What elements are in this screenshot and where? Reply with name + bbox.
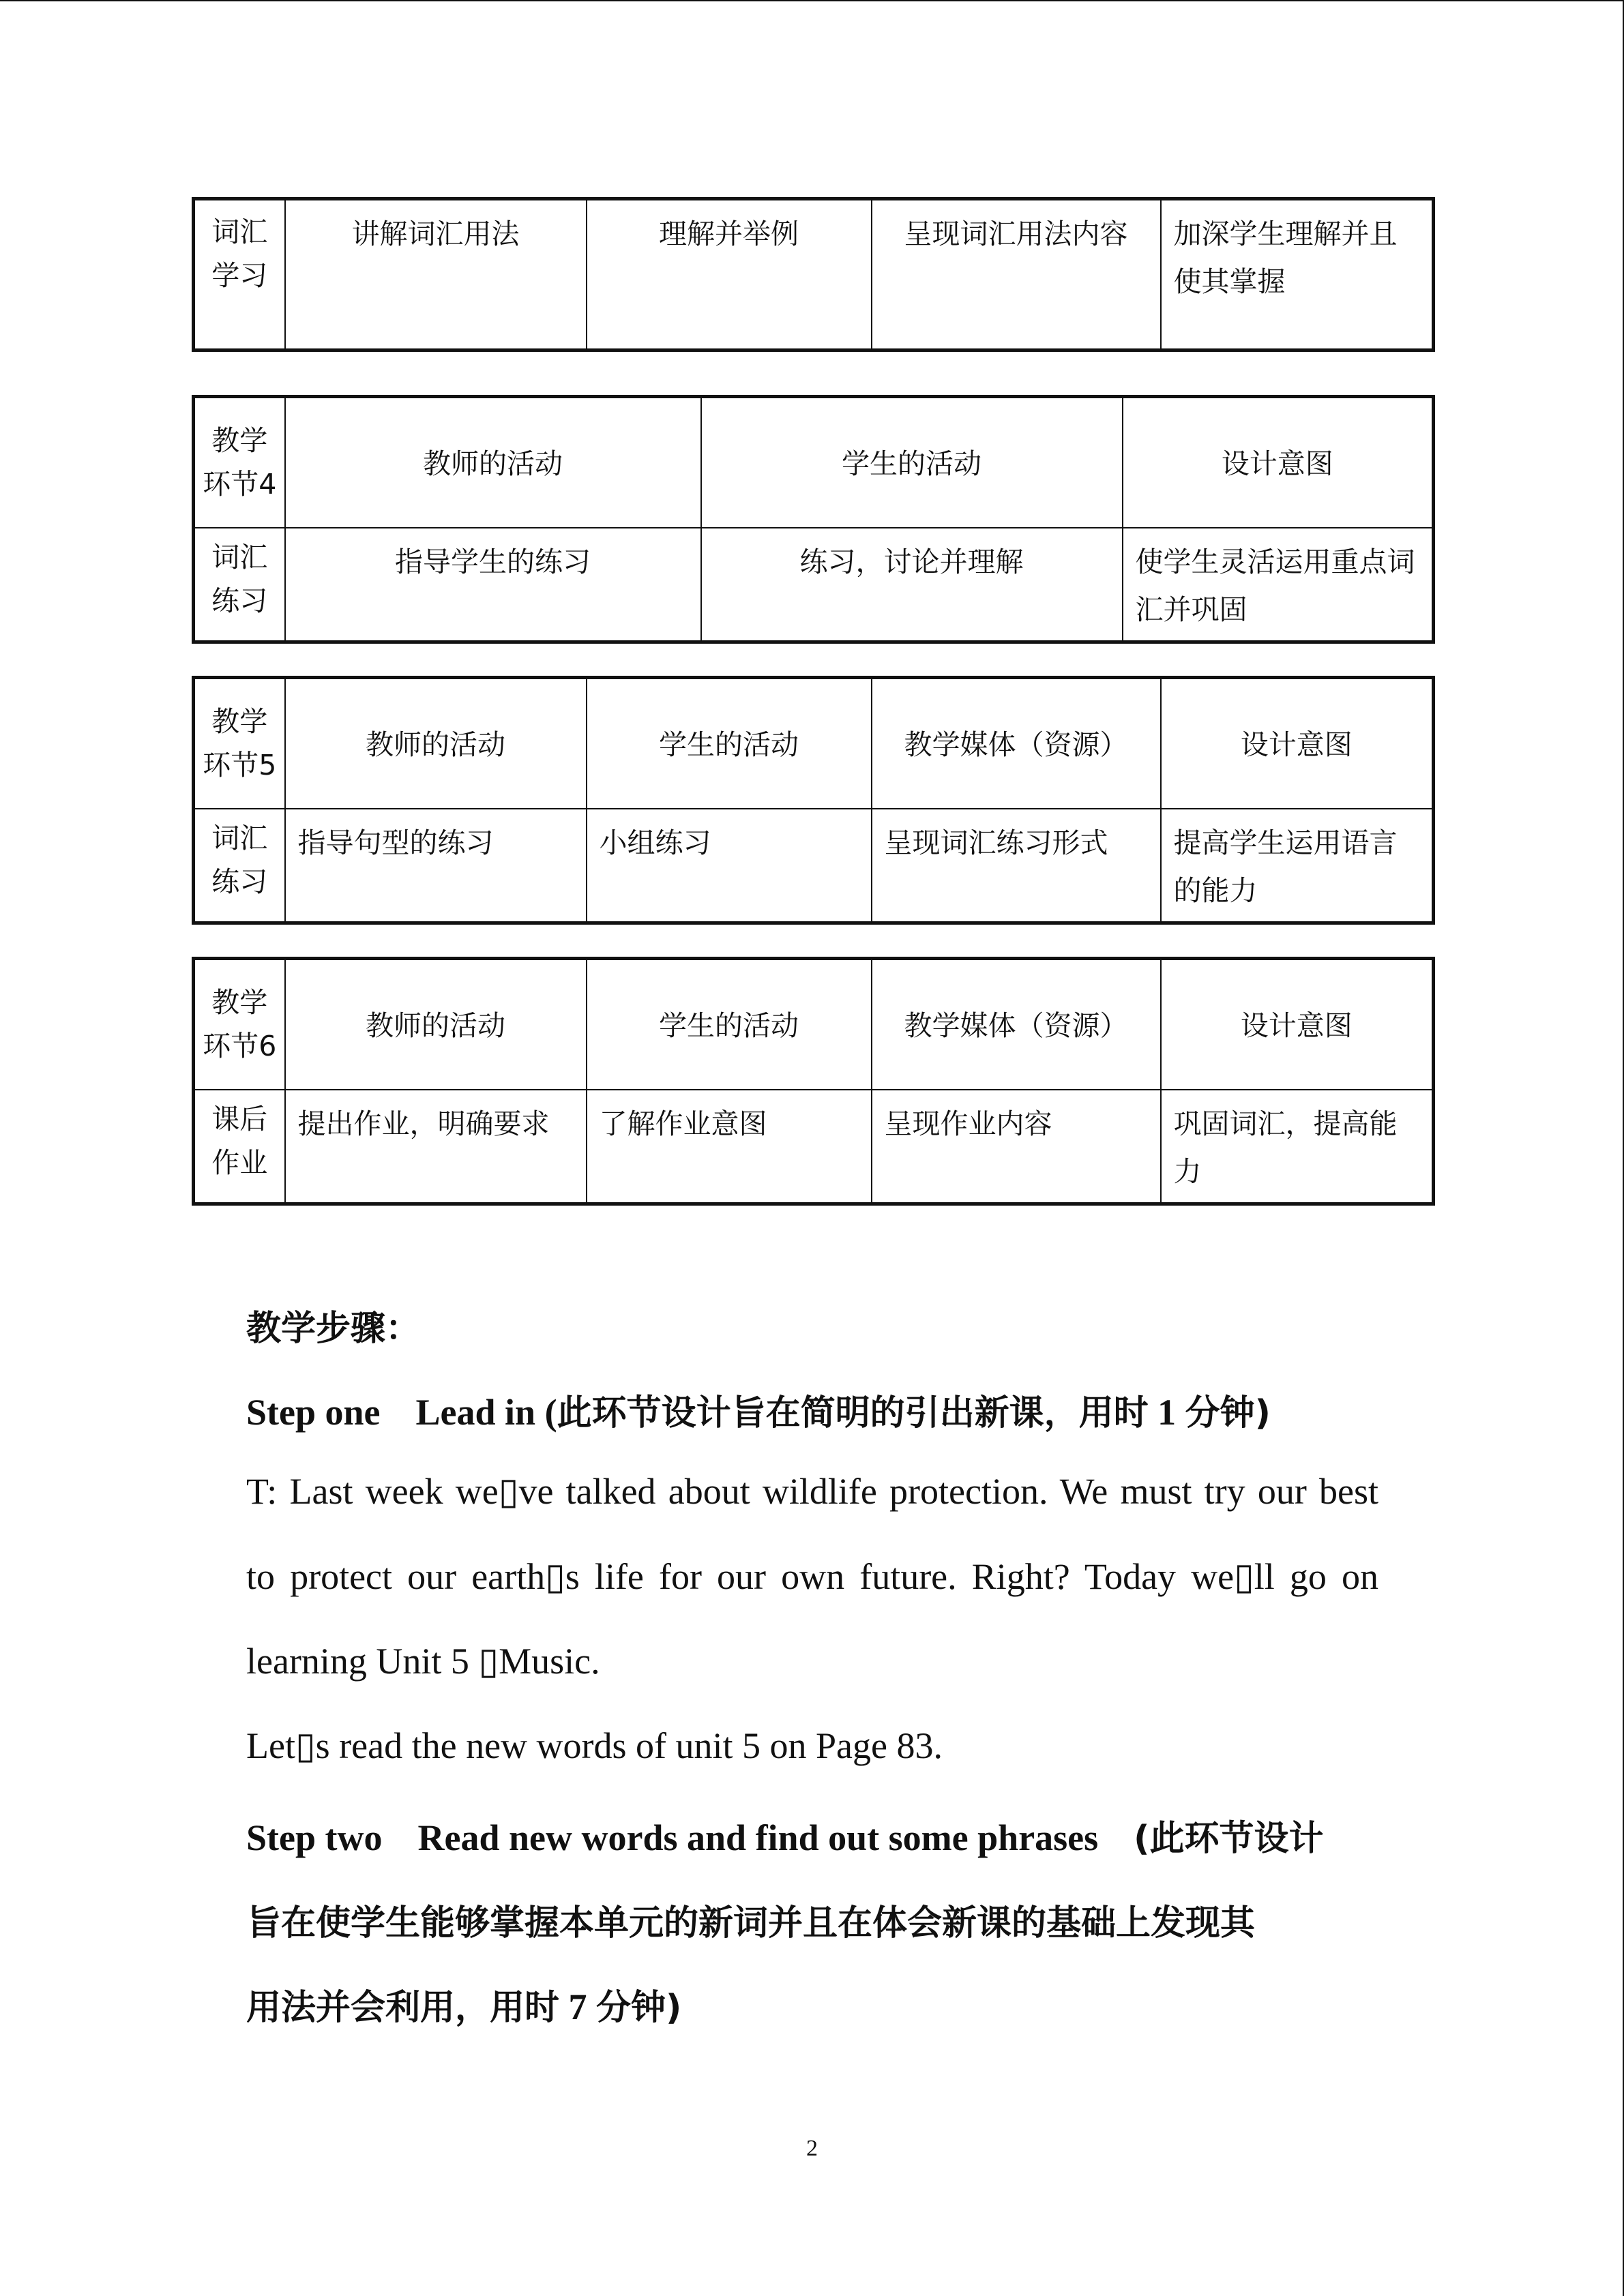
design-intent-cell: 加深学生理解并且使其掌握 — [1161, 199, 1434, 351]
section-header-text: 教学环节4 — [203, 424, 277, 501]
paragraph-1-line-2: to protect our earth▯s life for our own future. Right? Today we▯ll go on — [246, 1556, 1378, 1597]
student-activity-cell: 理解并举例 — [587, 199, 872, 351]
student-header-cell: 学生的活动 — [701, 397, 1123, 528]
media-header-cell: 教学媒体（资源） — [872, 959, 1161, 1090]
step-one-unit: 分钟) — [1185, 1393, 1271, 1433]
step-two-note-a: (此环节设计 — [1134, 1819, 1324, 1859]
intent-header-cell: 设计意图 — [1161, 959, 1434, 1090]
design-intent-cell: 巩固词汇，提高能力 — [1161, 1090, 1434, 1204]
step-one-minutes: 1 — [1148, 1392, 1185, 1433]
student-header-cell: 学生的活动 — [587, 959, 872, 1090]
teacher-activity-cell: 提出作业，明确要求 — [285, 1090, 587, 1204]
section-header-text: 教学环节6 — [203, 986, 277, 1063]
table-stage-6 — [192, 957, 1435, 1206]
section-cell: 词汇学习 — [194, 199, 285, 351]
step-two-note-c: 用法并会利用，用时 — [246, 1988, 560, 2028]
section-cell: 课后作业 — [194, 1090, 285, 1204]
step-two-subtitle: Read new words and find out some phrases — [417, 1817, 1099, 1858]
teacher-activity-cell: 指导句型的练习 — [285, 809, 587, 923]
page-number: 2 — [806, 2136, 818, 2161]
steps-heading: 教学步骤： — [246, 1309, 421, 1349]
step-two-unit: 分钟) — [596, 1988, 682, 2028]
step-two-title: Step two — [246, 1817, 383, 1858]
student-header-cell: 学生的活动 — [587, 678, 872, 809]
teacher-header-cell: 教师的活动 — [285, 678, 587, 809]
step-one-subtitle: Lead in ( — [415, 1392, 557, 1433]
table-stage-5 — [192, 676, 1435, 925]
intent-header-cell: 设计意图 — [1161, 678, 1434, 809]
step-one-note: 此环节设计旨在简明的引出新课，用时 — [557, 1393, 1149, 1433]
page-border-top — [0, 0, 1624, 1]
teacher-activity-cell: 讲解词汇用法 — [285, 199, 587, 351]
media-cell: 呈现作业内容 — [872, 1090, 1161, 1204]
teacher-header-cell: 教师的活动 — [285, 397, 701, 528]
media-header-cell: 教学媒体（资源） — [872, 678, 1161, 809]
step-two-note-b: 旨在使学生能够掌握本单元的新词并且在体会新课的基础上发现其 — [246, 1903, 1256, 1943]
section-header-cell — [194, 397, 285, 528]
step-one-heading — [246, 1384, 1271, 1435]
paragraph-1-line-1: T: Last week we▯ve talked about wildlife protection. We must try our best — [246, 1471, 1378, 1512]
table-stage-4 — [192, 395, 1435, 644]
step-two-note-c-line — [246, 1979, 681, 2029]
media-cell: 呈现词汇用法内容 — [872, 199, 1161, 351]
teacher-activity-cell: 指导学生的练习 — [285, 528, 701, 642]
step-two-heading — [246, 1810, 1323, 1860]
design-intent-cell: 使学生灵活运用重点词汇并巩固 — [1123, 528, 1434, 642]
intent-header-cell: 设计意图 — [1123, 397, 1434, 528]
step-two-minutes: 7 — [559, 1986, 597, 2027]
student-activity-cell: 小组练习 — [587, 809, 872, 923]
design-intent-cell: 提高学生运用语言的能力 — [1161, 809, 1434, 923]
section-cell: 词汇练习 — [194, 809, 285, 923]
section-header-text: 教学环节5 — [203, 705, 277, 782]
teacher-header-cell: 教师的活动 — [285, 959, 587, 1090]
student-activity-cell: 练习，讨论并理解 — [701, 528, 1123, 642]
media-cell: 呈现词汇练习形式 — [872, 809, 1161, 923]
section-header-cell — [194, 959, 285, 1090]
step-one-title: Step one — [246, 1392, 381, 1433]
section-cell: 词汇练习 — [194, 528, 285, 642]
section-header-cell — [194, 678, 285, 809]
paragraph-2: Let▯s read the new words of unit 5 on Page 83. — [246, 1725, 943, 1766]
student-activity-cell: 了解作业意图 — [587, 1090, 872, 1204]
paragraph-1-line-3: learning Unit 5 ▯Music. — [246, 1641, 600, 1682]
table-vocab-learning — [192, 197, 1435, 352]
